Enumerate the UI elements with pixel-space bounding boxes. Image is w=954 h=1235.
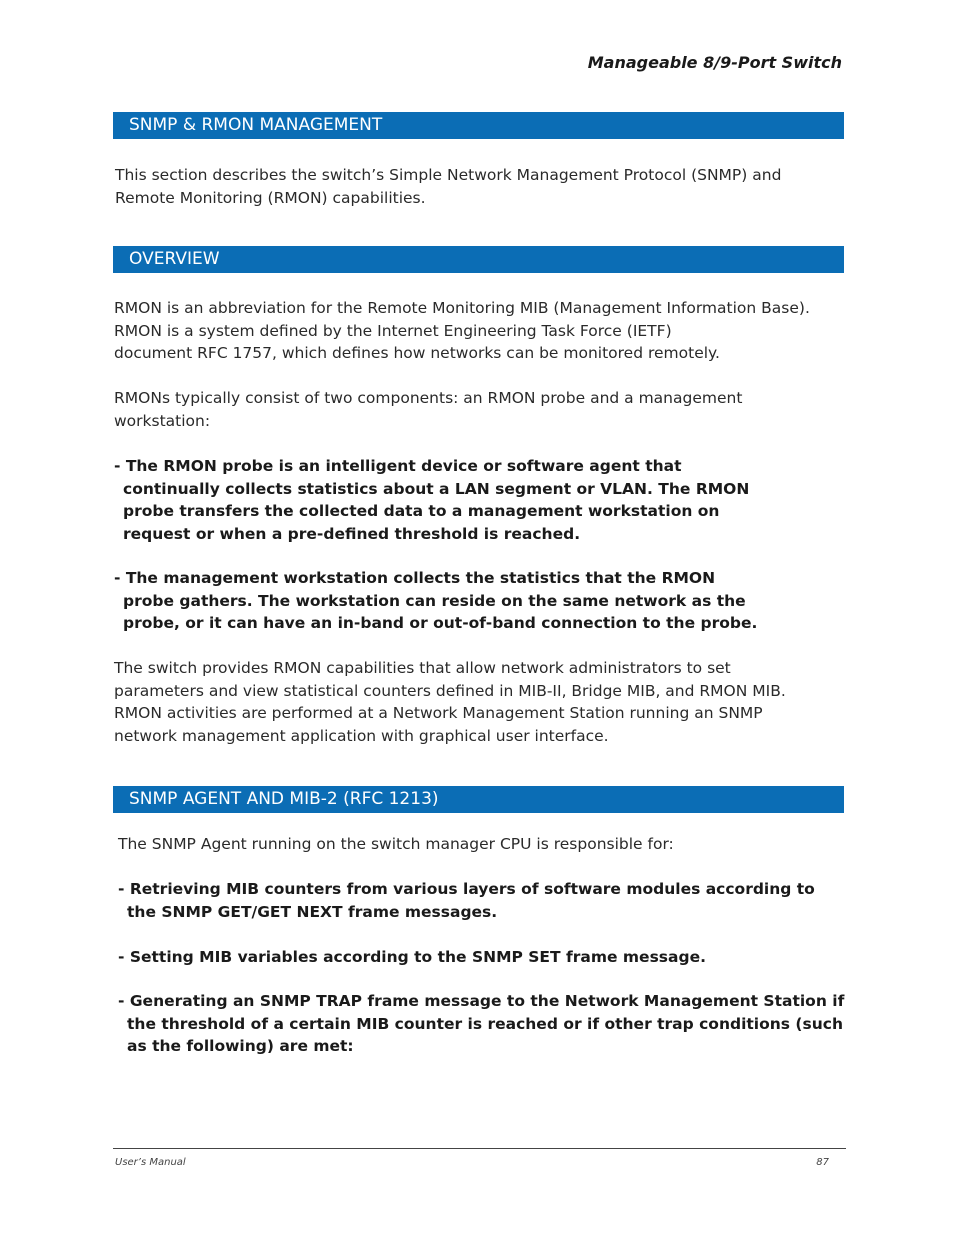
section-heading-snmp-agent: SNMP AGENT AND MIB-2 (RFC 1213) <box>113 786 844 813</box>
overview-bullet-management-workstation: - The management workstation collects the statistics that the RMON probe gathers. The workstation can reside on the same network as the probe, or it can have an in-band or out-of-band connection to the probe. <box>114 569 758 632</box>
section-heading-snmp-rmon: SNMP & RMON MANAGEMENT <box>113 112 844 139</box>
snmp-agent-paragraph: The SNMP Agent running on the switch manager CPU is responsible for: <box>118 835 674 853</box>
footer-page-number: 87 <box>816 1157 829 1168</box>
snmp-agent-bullet-setting: - Setting MIB variables according to the SNMP SET frame message. <box>118 948 706 966</box>
section-heading-overview: OVERVIEW <box>113 246 844 273</box>
overview-paragraph-3: The switch provides RMON capabilities that allow network administrators to set parameters and view statistical counters defined in MIB-II, Bridge MIB, and RMON MIB. RMON activities are performed at a Network Management Station running an SNMP network management application with graphical user interface. <box>114 659 786 745</box>
snmp-agent-bullet-generating: - Generating an SNMP TRAP frame message to the Network Management Station if the threshold of a certain MIB counter is reached or if other trap conditions (such as the following) are met: <box>118 992 845 1055</box>
page-header-title: Manageable 8/9-Port Switch <box>587 53 842 72</box>
footer-divider <box>113 1148 846 1149</box>
overview-paragraph-2: RMONs typically consist of two components: an RMON probe and a management workstation: <box>114 389 743 430</box>
footer-manual-label: User’s Manual <box>115 1157 186 1168</box>
snmp-agent-bullet-retrieving: - Retrieving MIB counters from various layers of software modules according to the SNMP GET/GET NEXT frame messages. <box>118 880 815 921</box>
overview-paragraph-1: RMON is an abbreviation for the Remote Monitoring MIB (Management Information Base). RMON is a system defined by the Internet Engineering Task Force (IETF) document RFC 1757, which defines how networks can be monitored remotely. <box>114 299 810 362</box>
section-intro-paragraph: This section describes the switch’s Simple Network Management Protocol (SNMP) and Remote Monitoring (RMON) capabilities. <box>115 166 782 207</box>
overview-bullet-rmon-probe: - The RMON probe is an intelligent device or software agent that continually collects statistics about a LAN segment or VLAN. The RMON probe transfers the collected data to a management workstation on request or when a pre-defined threshold is reached. <box>114 457 750 543</box>
